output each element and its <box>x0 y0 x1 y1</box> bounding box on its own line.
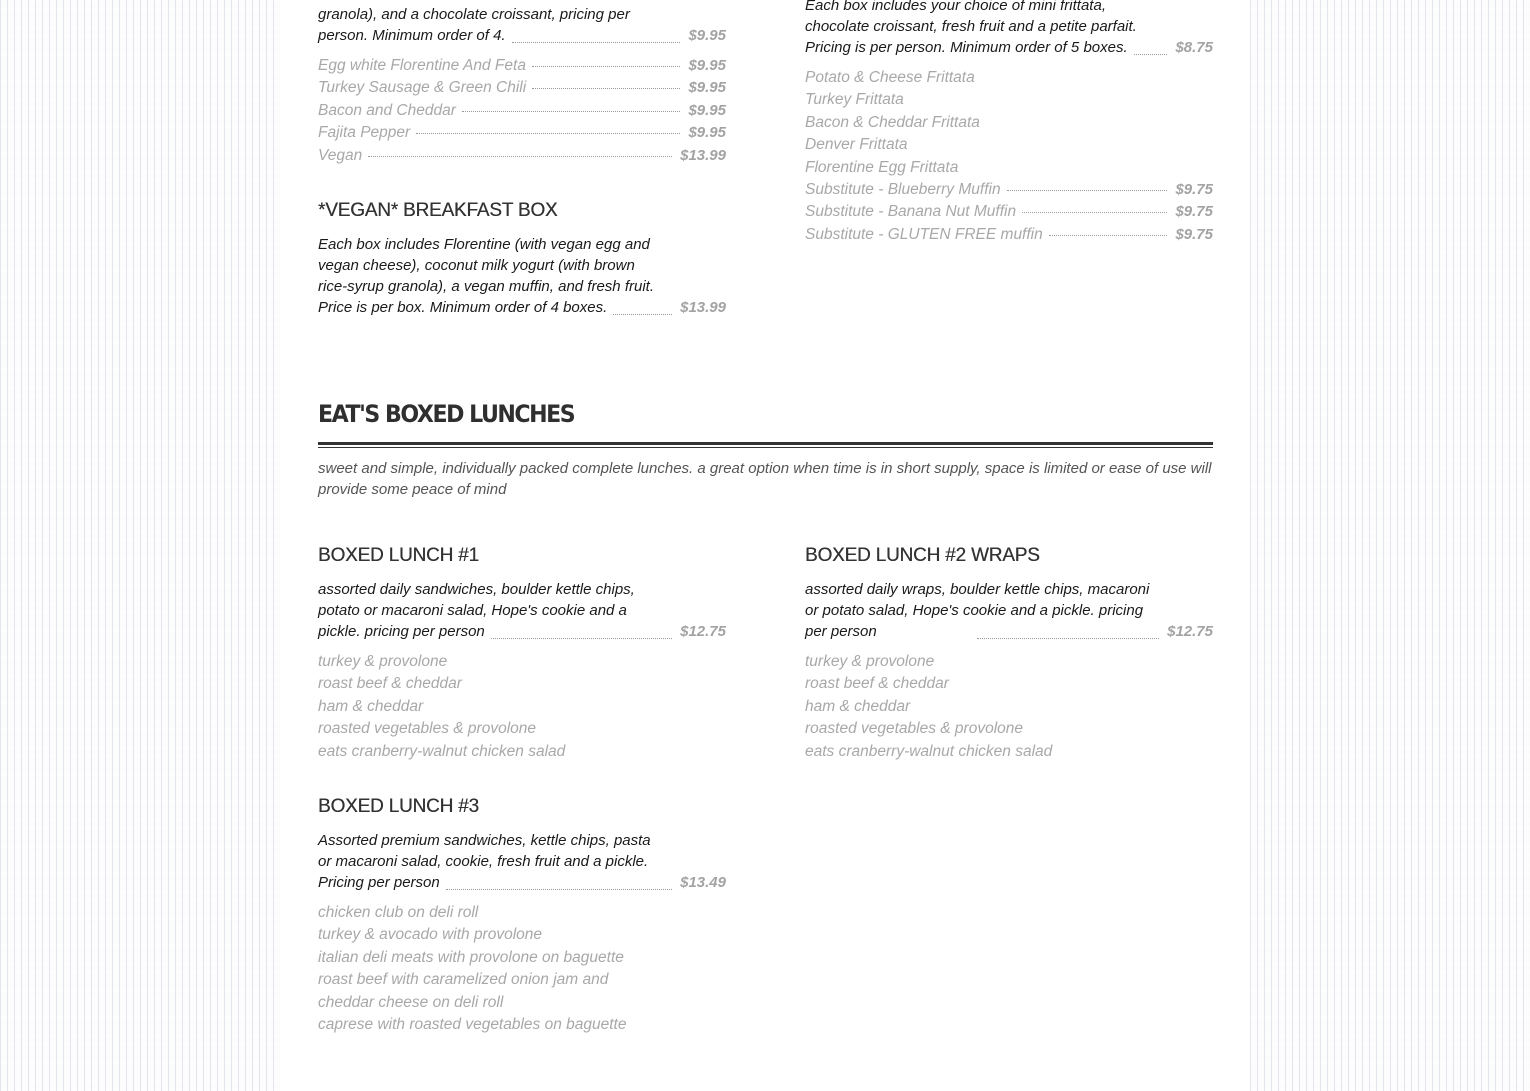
list-item: eats cranberry-walnut chicken salad <box>318 742 566 760</box>
section-subheading: BOXED LUNCH #3 <box>318 796 479 817</box>
dot-leader <box>446 889 672 890</box>
section-subheading: *VEGAN* BREAKFAST BOX <box>318 200 558 221</box>
vegan-breakfast-box <box>318 200 726 318</box>
list-item: chicken club on deli roll <box>318 904 479 921</box>
list-item: roasted vegetables & provolone <box>318 720 537 738</box>
breakfast-box-description <box>318 4 726 46</box>
dot-leader <box>416 133 680 134</box>
list-item <box>805 179 1213 201</box>
item-name: Vegan <box>318 146 363 164</box>
section-title: EAT'S BOXED LUNCHES <box>318 400 575 428</box>
breakfast-options-list <box>318 55 726 167</box>
price: $13.49 <box>680 874 726 891</box>
dot-leader <box>532 66 681 67</box>
description-line: per person <box>805 623 877 640</box>
list-item: Potato & Cheese Frittata <box>805 69 975 86</box>
price: $12.75 <box>680 623 726 640</box>
price: $8.75 <box>1175 39 1213 56</box>
list-item <box>318 55 726 77</box>
dot-leader <box>491 638 672 639</box>
boxed-lunch-3 <box>318 796 726 1036</box>
lunch-options-list <box>805 651 1213 763</box>
section-subheading: BOXED LUNCH #2 WRAPS <box>805 545 1040 566</box>
item-name: Substitute - Blueberry Muffin <box>805 180 1001 198</box>
list-item: Florentine Egg Frittata <box>805 158 959 176</box>
list-item: ham & cheddar <box>805 697 911 715</box>
section-divider <box>318 442 1213 445</box>
section-subheading: BOXED LUNCH #1 <box>318 545 479 566</box>
item-price: $9.75 <box>1175 180 1213 198</box>
vegan-box-description <box>318 234 726 318</box>
boxed-lunch-2 <box>805 545 1213 763</box>
list-item <box>318 145 726 167</box>
price: $13.99 <box>680 299 726 316</box>
section-divider-thin <box>318 447 1213 448</box>
description-line: or macaroni salad, cookie, fresh fruit and a pickle. <box>318 853 649 870</box>
list-item <box>805 201 1213 223</box>
lunch-options-list <box>318 902 726 1036</box>
description-line: potato or macaroni salad, Hope's cookie and a <box>318 602 627 619</box>
item-price: $9.95 <box>688 124 726 142</box>
list-item: turkey & provolone <box>318 653 448 670</box>
list-item: turkey & avocado with provolone <box>318 926 543 944</box>
item-price: $9.95 <box>688 101 726 119</box>
description-line: Pricing is per person. Minimum order of 5 boxes. <box>805 39 1128 56</box>
description-line: person. Minimum order of 4. <box>318 27 506 44</box>
list-item: Denver Frittata <box>805 136 908 154</box>
dot-leader <box>1134 54 1168 55</box>
section-intro: sweet and simple, individually packed complete lunches. a great option when time is in short supply, space is limited or ease of use will provide some peace of mind <box>318 460 1212 498</box>
description-line: assorted daily wraps, boulder kettle chips, macaroni <box>805 581 1150 598</box>
decorative-background-left <box>0 0 280 1091</box>
list-item <box>318 122 726 144</box>
description-line: Pricing per person <box>318 874 440 891</box>
dot-leader <box>462 111 681 112</box>
item-price: $9.75 <box>1175 203 1213 221</box>
decorative-background-right <box>1250 0 1530 1091</box>
description-line: assorted daily sandwiches, boulder kettle chips, <box>318 581 635 598</box>
description-line: Each box includes Florentine (with vegan egg and <box>318 236 650 253</box>
description-line: granola), and a chocolate croissant, pricing per <box>318 6 630 23</box>
item-name: Turkey Sausage & Green Chili <box>318 79 527 97</box>
description-line: Price is per box. Minimum order of 4 boxes. <box>318 299 608 316</box>
lunch-description <box>318 830 726 893</box>
list-item: turkey & provolone <box>805 653 935 670</box>
lunch-description <box>318 579 726 642</box>
description-line: Assorted premium sandwiches, kettle chips, pasta <box>318 832 651 849</box>
item-name: Substitute - Banana Nut Muffin <box>805 203 1017 221</box>
list-item: roasted vegetables & provolone <box>805 720 1024 738</box>
item-price: $9.75 <box>1175 225 1213 243</box>
boxed-lunch-1 <box>318 545 726 763</box>
item-name: Bacon and Cheddar <box>318 101 456 119</box>
description-line: vegan cheese), coconut milk yogurt (with brown <box>318 257 635 274</box>
dot-leader <box>613 314 672 315</box>
list-item: roast beef & cheddar <box>318 675 462 693</box>
description-line: pickle. pricing per person <box>318 623 485 640</box>
dot-leader <box>1049 235 1168 236</box>
price: $12.75 <box>1167 623 1213 640</box>
frittata-options-list <box>805 67 1213 246</box>
dot-leader <box>512 42 681 43</box>
lunch-options-list <box>318 651 726 763</box>
item-price: $13.99 <box>680 146 726 164</box>
list-item: caprese with roasted vegetables on baguette <box>318 1015 627 1033</box>
list-item <box>805 224 1213 246</box>
item-price: $9.95 <box>688 57 726 74</box>
list-item <box>318 77 726 99</box>
lunch-description <box>805 579 1213 642</box>
description-line: chocolate croissant, fresh fruit and a petite parfait. <box>805 18 1137 35</box>
list-item: Bacon & Cheddar Frittata <box>805 113 980 131</box>
dot-leader <box>1022 212 1167 213</box>
frittata-box-description <box>805 0 1213 58</box>
item-name: Fajita Pepper <box>318 124 411 142</box>
list-item: roast beef with caramelized onion jam and cheddar cheese on deli roll <box>318 971 609 1011</box>
frittata-breakfast-box <box>805 0 1213 246</box>
list-item: italian deli meats with provolone on baguette <box>318 948 624 966</box>
price: $9.95 <box>688 27 726 44</box>
list-item: ham & cheddar <box>318 697 424 715</box>
item-name: Egg white Florentine And Feta <box>318 57 526 74</box>
description-line: Each box includes your choice of mini frittata, <box>805 0 1106 14</box>
menu-content <box>318 0 1213 1091</box>
item-price: $9.95 <box>688 79 726 97</box>
item-name: Substitute - GLUTEN FREE muffin <box>805 225 1043 243</box>
list-item: eats cranberry-walnut chicken salad <box>805 742 1053 760</box>
breakfast-box-top <box>318 4 726 167</box>
description-line: rice-syrup granola), a vegan muffin, and fresh fruit. <box>318 278 654 295</box>
dot-leader <box>1007 190 1168 191</box>
description-line: or potato salad, Hope's cookie and a pickle. pricing <box>805 602 1144 619</box>
dot-leader <box>977 638 1159 639</box>
list-item: roast beef & cheddar <box>805 675 949 693</box>
list-item <box>318 100 726 122</box>
list-item: Turkey Frittata <box>805 91 904 109</box>
dot-leader <box>368 156 672 157</box>
dot-leader <box>532 88 680 89</box>
